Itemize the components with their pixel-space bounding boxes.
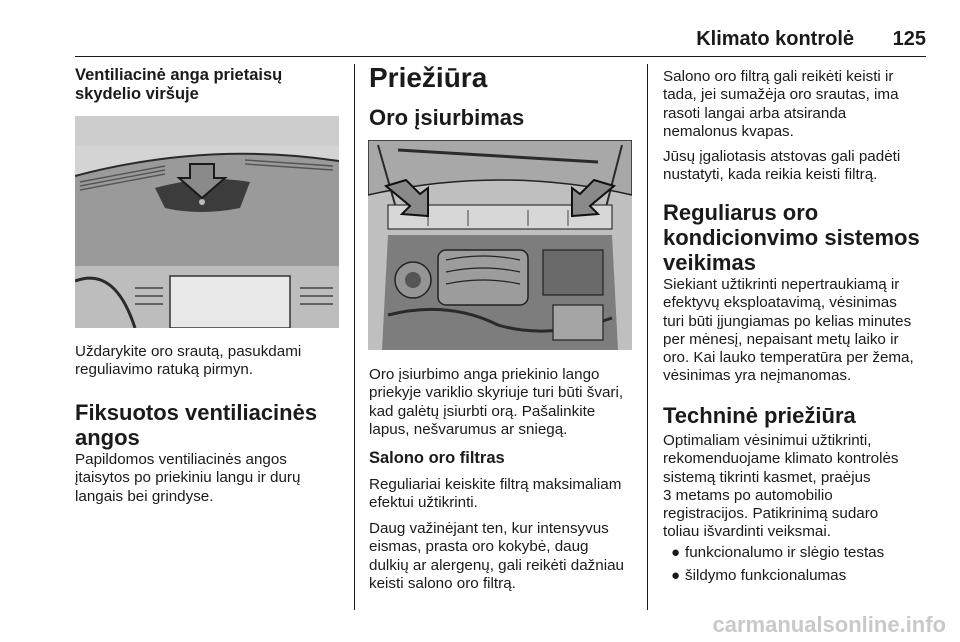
heading-service: Techninė priežiūra: [663, 403, 856, 428]
list-item: ● šildymo funkcionalumas: [663, 567, 929, 585]
watermark: carmanualsonline.info: [712, 612, 946, 637]
heading-fixed-vents: Fiksuotos ventiliacinės angos: [75, 400, 318, 450]
page-number: 125: [892, 28, 926, 50]
para-ac-operation: Siekiant užtikrinti nepertraukiamą ir efektyvų eksploatavimą, vėsinimas turi būti įjungiamas po kelias minutes per mėnesį, nepaisant metų laiko ir oro. Kai lauko temperatūra per žema, vėsinimas yra neįmanomas.: [663, 276, 914, 385]
para-filter-symptoms: Salono oro filtrą gali reikėti keisti ir tada, jei sumažėja oro srautas, ima rasoti langai arba atsiranda nemalonus kvapas.: [663, 68, 899, 140]
list-item: ● funkcionalumo ir slėgio testas: [663, 544, 929, 562]
para-dealer-help: Jūsų įgaliotasis atstovas gali padėti nustatyti, kada reikia keisti filtrą.: [663, 148, 901, 184]
bullet-dot-icon: ●: [671, 567, 681, 585]
para-replace-filter: Reguliariai keiskite filtrą maksimaliam efektui užtikrinti.: [369, 476, 622, 512]
heading-cabin-filter: Salono oro filtras: [369, 449, 505, 467]
service-checklist: [663, 544, 929, 586]
column-divider-1: [354, 64, 355, 610]
para-heavy-traffic: Daug važinėjant ten, kur intensyvus eismas, prasta oro kokybė, daug dulkių ar alergenų, gali reikėti dažniau keisti salono oro filtrą.: [369, 520, 624, 592]
chapter-title: Klimato kontrolė: [696, 28, 854, 50]
header-rule: [75, 56, 926, 57]
para-fixed-vents: Papildomos ventiliacinės angos įtaisytos po priekiniu langu ir durų langais bei grindyse.: [75, 451, 301, 505]
engine-bay-figure: [368, 140, 632, 350]
column-divider-2: [647, 64, 648, 610]
dashboard-vent-illustration: [75, 116, 339, 328]
heading-ac-operation: Reguliarus oro kondicionvimo sistemos veikimas: [663, 200, 920, 275]
heading-air-intake: Oro įsiurbimas: [369, 105, 525, 130]
para-close-airflow: Uždarykite oro srautą, pasukdami reguliavimo ratuką pirmyn.: [75, 343, 302, 379]
para-air-intake: Oro įsiurbimo anga priekinio lango priekyje variklio skyriuje turi būti švari, kad galėtų įsiurbti orą. Pašalinkite lapus, nešvarumus ar sniegą.: [369, 366, 624, 438]
heading-dashboard-vent: Ventiliacinė anga prietaisų skydelio viršuje: [75, 66, 283, 103]
para-service: Optimaliam vėsinimui užtikrinti, rekomenduojame klimato kontrolės sistemą tikrinti kasmet, praėjus 3 metams po automobilio registracijos. Patikrinimą sudaro toliau išvardinti veiksmai.: [663, 432, 899, 541]
heading-maintenance: Priežiūra: [369, 62, 488, 93]
engine-bay-illustration: [368, 140, 632, 350]
dashboard-vent-figure: [75, 116, 339, 328]
page-header: [75, 28, 926, 54]
bullet-dot-icon: ●: [671, 544, 681, 561]
